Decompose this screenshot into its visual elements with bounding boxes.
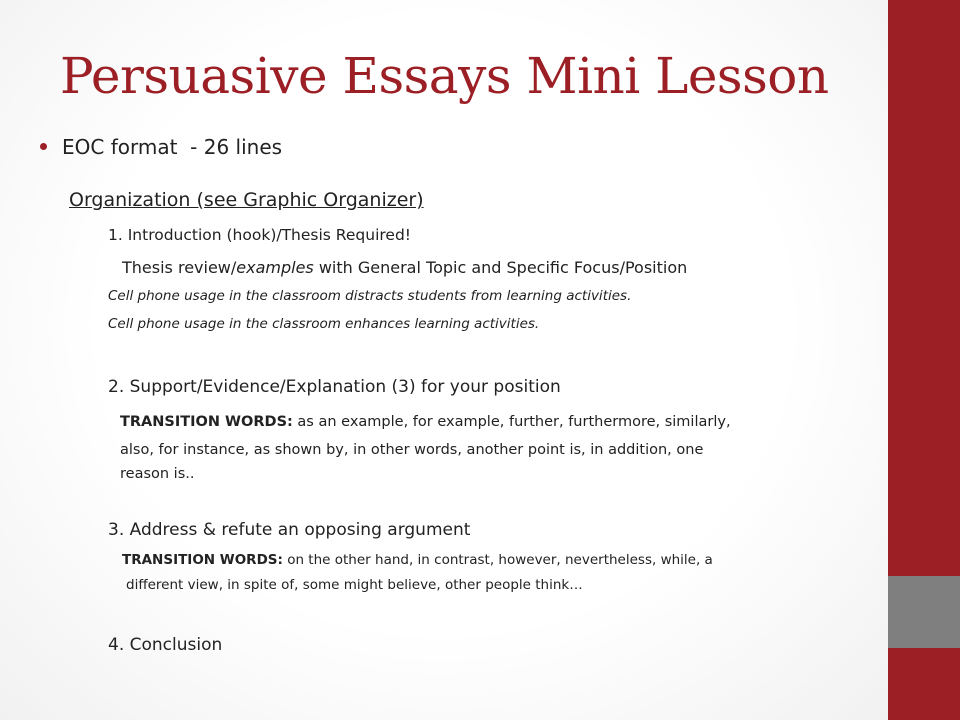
- sidebar-accent-bar: [888, 0, 960, 576]
- thesis-review-line: [122, 258, 687, 277]
- thesis-emphasis: examples: [236, 258, 314, 277]
- transition-text: on the other hand, in contrast, however, nevertheless, while, a: [282, 552, 713, 568]
- transition-words-refute-line1: [122, 552, 713, 568]
- sidebar-accent-bottom: [888, 648, 960, 720]
- example-distracts: Cell phone usage in the classroom distracts students from learning activities.: [108, 288, 632, 304]
- transition-label: TRANSITION WORDS:: [122, 552, 283, 568]
- sidebar-gray-block: [888, 576, 960, 648]
- example-enhances: Cell phone usage in the classroom enhances learning activities.: [108, 316, 540, 332]
- item-support-evidence: 2. Support/Evidence/Explanation (3) for your position: [108, 377, 561, 397]
- transition-words-support-line2: also, for instance, as shown by, in other words, another point is, in addition, one: [120, 442, 704, 458]
- thesis-suffix: with General Topic and Specific Focus/Position: [313, 258, 688, 277]
- item-conclusion: 4. Conclusion: [108, 635, 223, 655]
- item-introduction: 1. Introduction (hook)/Thesis Required!: [108, 226, 411, 244]
- transition-words-support-line1: [120, 414, 731, 430]
- transition-text: as an example, for example, further, furthermore, similarly,: [292, 414, 731, 430]
- item-refute-argument: 3. Address & refute an opposing argument: [108, 520, 471, 540]
- transition-words-refute-line2: different view, in spite of, some might believe, other people think…: [126, 577, 583, 593]
- slide-title: Persuasive Essays Mini Lesson: [60, 47, 829, 105]
- bullet-eoc-format: EOC format - 26 lines: [62, 135, 283, 159]
- organization-heading: Organization (see Graphic Organizer): [69, 189, 424, 211]
- transition-label: TRANSITION WORDS:: [120, 414, 293, 430]
- bullet-icon: [40, 143, 47, 150]
- transition-words-support-line3: reason is..: [120, 466, 195, 482]
- thesis-prefix: Thesis review/: [122, 258, 237, 277]
